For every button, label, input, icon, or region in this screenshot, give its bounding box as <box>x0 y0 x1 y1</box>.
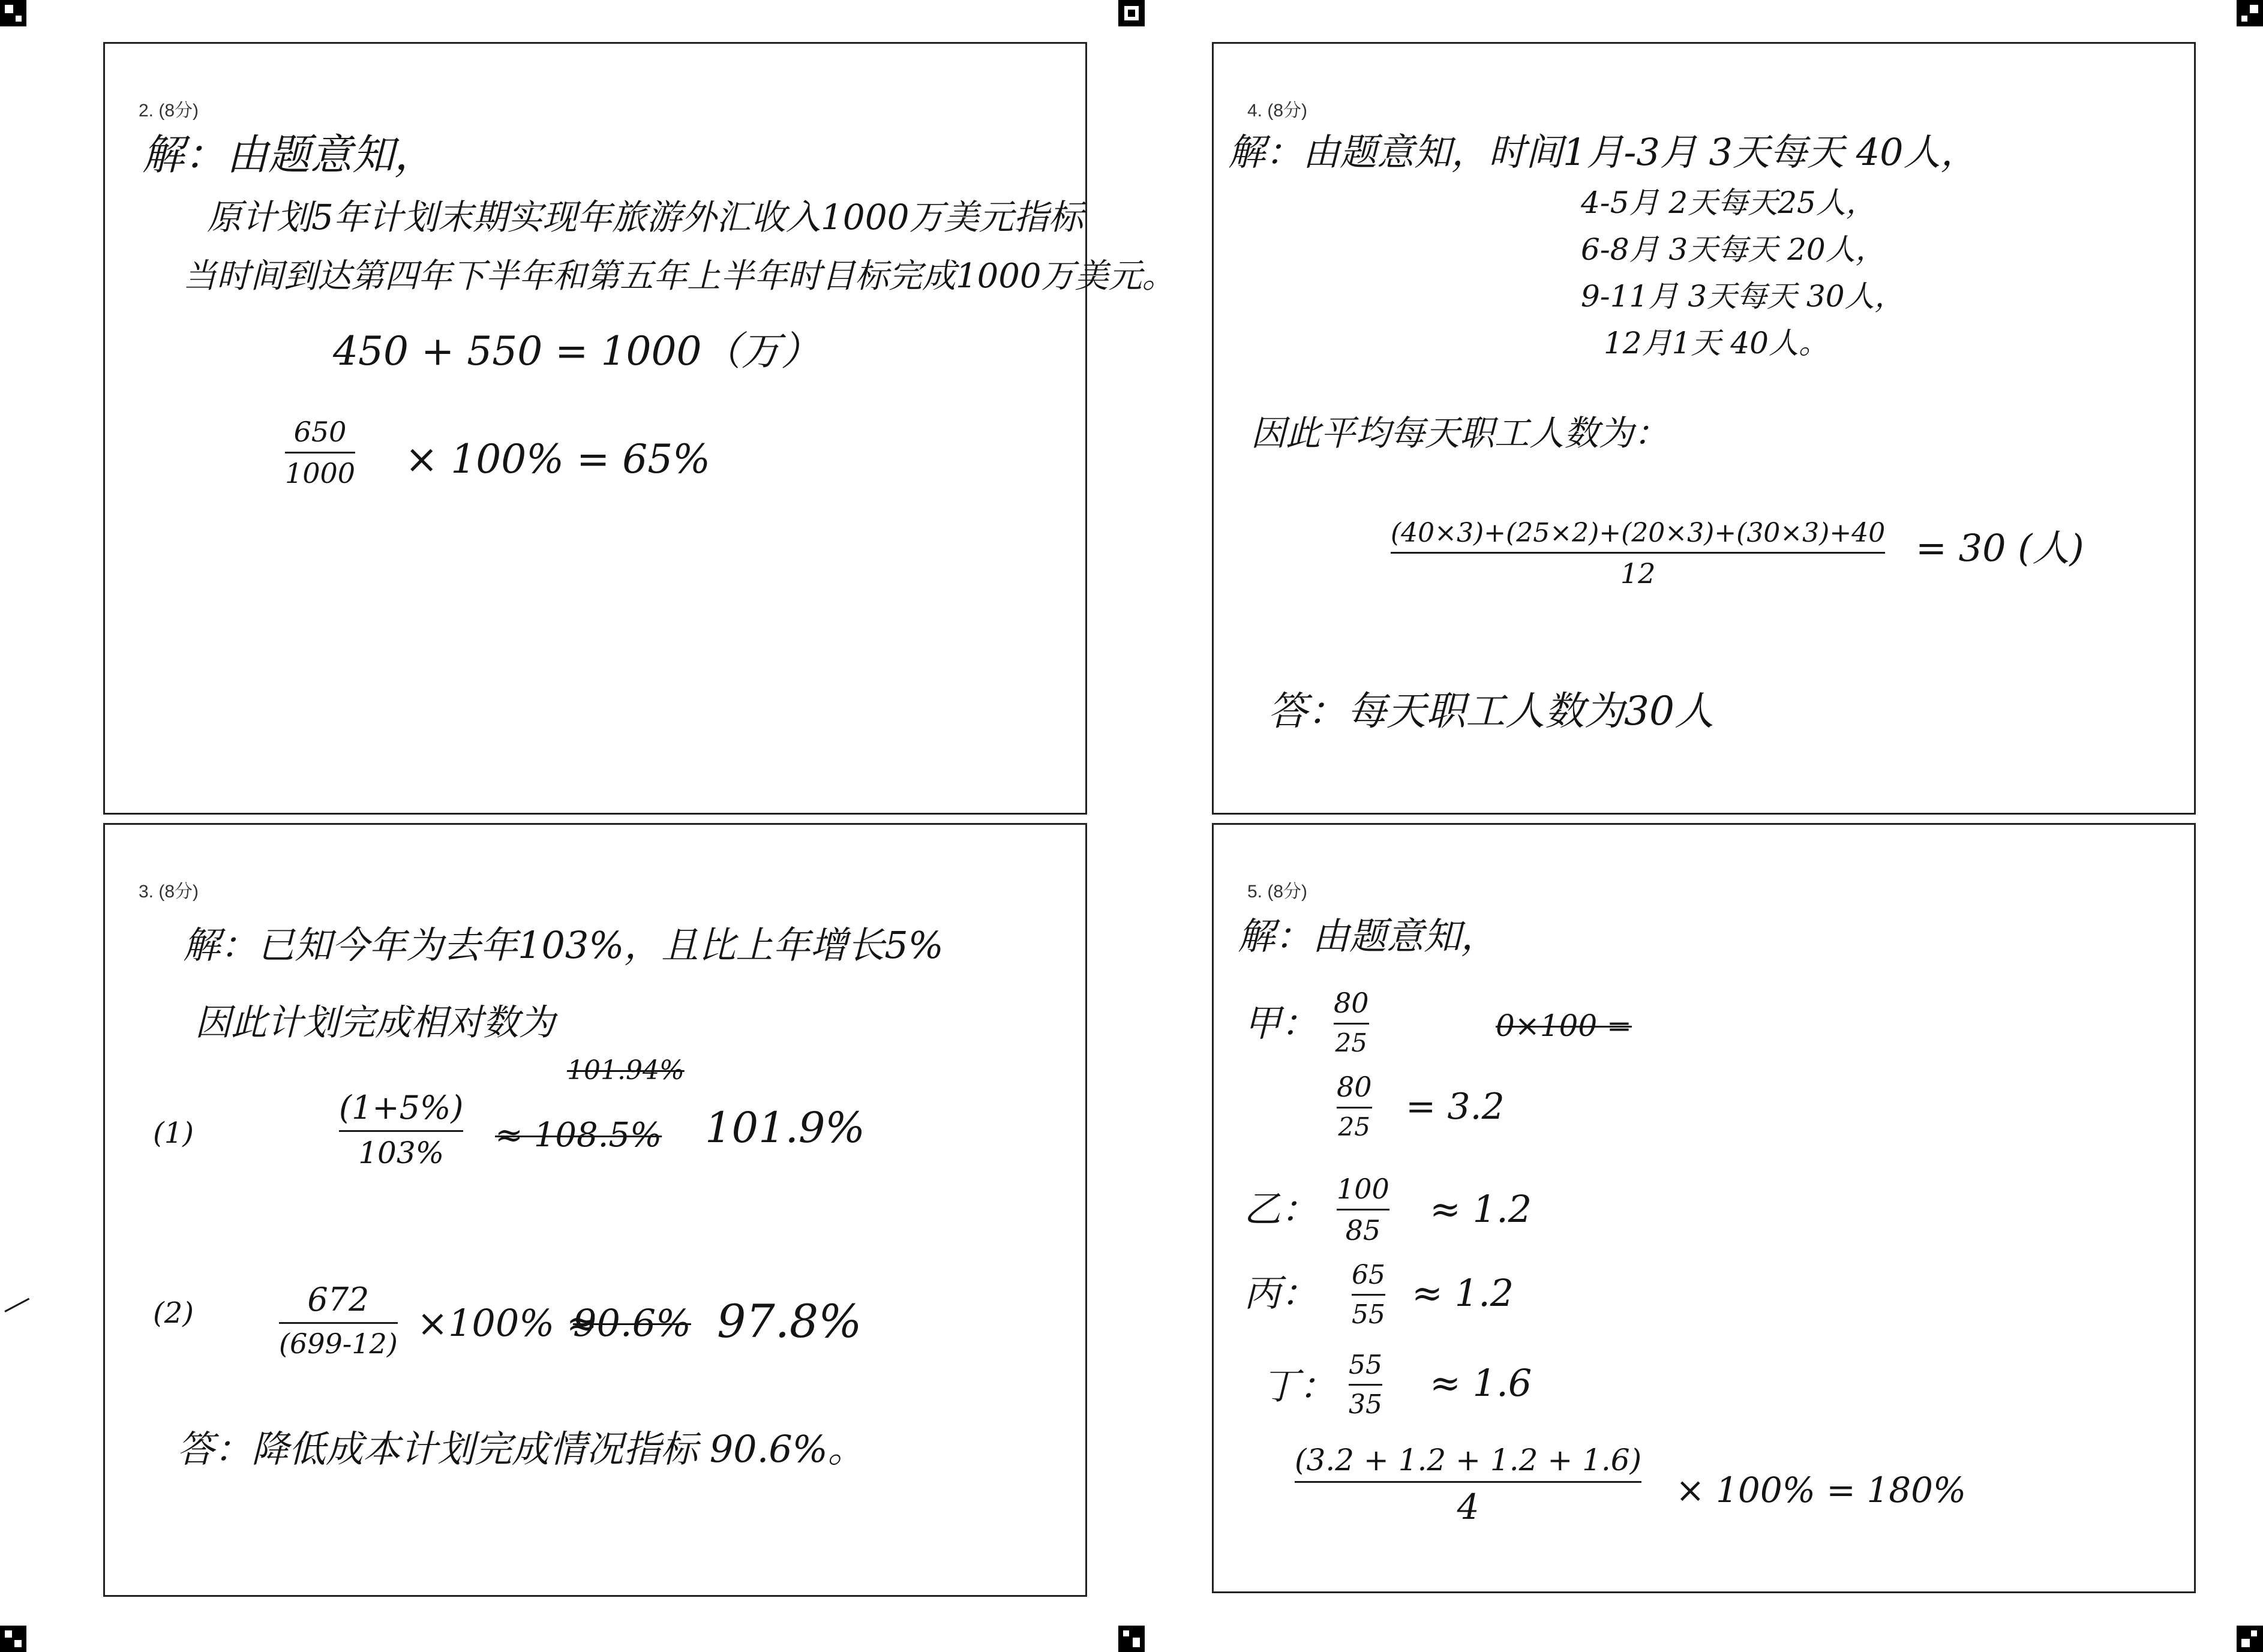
solution-intro: 解：已知今年为去年103%，且比上年增长5% <box>183 923 944 967</box>
fraction-denominator: 55 <box>1352 1299 1385 1330</box>
fraction-denominator: 12 <box>1620 557 1656 590</box>
row-label-ding: 丁： <box>1262 1364 1337 1408</box>
fraction <box>279 1281 398 1360</box>
fraction-bar <box>1337 1209 1389 1211</box>
question-label: 4. (8分) <box>1247 101 1308 121</box>
row-result: ≈ 1.2 <box>1430 1187 1532 1231</box>
stray-pen-mark <box>4 1298 29 1312</box>
fraction-numerator: (40×3)+(25×2)+(20×3)+(30×3)+40 <box>1391 518 1886 548</box>
fraction-bar <box>339 1130 463 1132</box>
fraction <box>1334 987 1369 1058</box>
registration-marker-bottom-center <box>1118 1626 1145 1652</box>
solution-intro: 解：由题意知， <box>1238 914 1499 958</box>
fraction-bar <box>1352 1294 1385 1296</box>
row-label-bing: 丙： <box>1244 1271 1319 1315</box>
solution-intro: 解：由题意知，时间1月-3月 3天每天 40人， <box>1228 130 1978 174</box>
registration-marker-bottom-left <box>0 1626 26 1652</box>
part-result: 97.8% <box>717 1294 862 1348</box>
final-answer: 答：每天职工人数为30人 <box>1268 688 1714 734</box>
row-result: = 3.2 <box>1406 1086 1505 1128</box>
row-result: ≈ 1.2 <box>1412 1271 1514 1315</box>
fraction-numerator: 80 <box>1334 987 1369 1019</box>
solution-line: 因此计划完成相对数为 <box>195 1002 555 1044</box>
fraction <box>339 1089 463 1170</box>
answer-box-q5 <box>1212 823 2196 1593</box>
question-label: 3. (8分) <box>139 882 199 902</box>
fraction <box>1337 1071 1372 1142</box>
fraction-denominator: 25 <box>1335 1028 1367 1058</box>
fraction-denominator: 4 <box>1457 1486 1479 1527</box>
registration-marker-bottom-right <box>2237 1626 2263 1652</box>
answer-box-q4 <box>1212 42 2196 815</box>
solution-line: 当时间到达第四年下半年和第五年上半年时目标完成1000万美元。 <box>183 257 1176 296</box>
fraction <box>1349 1350 1382 1420</box>
fraction-bar <box>1349 1384 1382 1386</box>
fraction-bar <box>1337 1107 1372 1109</box>
solution-line: 因此平均每天职工人数为： <box>1251 413 1669 453</box>
fraction <box>285 416 355 489</box>
crossed-out-value: ≈ 108.5% <box>495 1116 662 1155</box>
row-result: ≈ 1.6 <box>1430 1361 1532 1405</box>
crossed-out-value: 101.94% <box>567 1055 685 1086</box>
fraction <box>1352 1260 1385 1330</box>
fraction-denominator: 103% <box>358 1136 445 1170</box>
fraction-numerator: 650 <box>293 416 347 448</box>
solution-line: 9-11月 3天每天 30人， <box>1581 279 1905 314</box>
fraction-bar <box>279 1322 398 1324</box>
solution-line: 12月1天 40人。 <box>1604 326 1829 361</box>
fraction-denominator: 85 <box>1345 1214 1381 1246</box>
registration-marker-top-left <box>0 0 26 26</box>
fraction-bar <box>1391 552 1885 554</box>
solution-line: 4-5月 2天每天25人， <box>1581 185 1876 220</box>
crossed-out-value: 90.6% <box>573 1301 691 1345</box>
equation: 450 + 550 = 1000（万） <box>333 328 821 374</box>
solution-line: 6-8月 3天每天 20人， <box>1581 232 1886 267</box>
equation-result: = 30 (人) <box>1916 526 2084 570</box>
solution-intro: 解：由题意知， <box>142 130 436 179</box>
fraction <box>1295 1443 1641 1527</box>
row-label-jia: 甲： <box>1244 1001 1319 1045</box>
equation-result: × 100% = 65% <box>405 436 710 482</box>
fraction-denominator: 25 <box>1338 1112 1370 1142</box>
row-label-yi: 乙： <box>1244 1187 1319 1231</box>
fraction-numerator: 65 <box>1352 1260 1385 1290</box>
fraction-numerator: 80 <box>1337 1071 1372 1103</box>
fraction-denominator: 35 <box>1349 1389 1382 1420</box>
fraction-numerator: (1+5%) <box>339 1089 464 1127</box>
fraction-denominator: 1000 <box>285 457 356 489</box>
solution-line: 原计划5年计划末期实现年旅游外汇收入1000万美元指标 <box>207 197 1084 238</box>
fraction-numerator: 672 <box>307 1281 370 1318</box>
fraction <box>1391 518 1885 590</box>
fraction <box>1337 1173 1389 1246</box>
answer-box-q3 <box>103 823 1087 1597</box>
final-answer: 答：降低成本计划完成情况指标 90.6%。 <box>177 1427 865 1471</box>
answer-box-q2 <box>103 42 1176 815</box>
part-result: 101.9% <box>705 1103 865 1152</box>
equation-result: × 100% = 180% <box>1676 1470 1967 1510</box>
equation: ×100% ≈ <box>417 1301 598 1345</box>
registration-marker-top-center <box>1118 0 1145 26</box>
question-label: 2. (8分) <box>139 101 199 121</box>
fraction-numerator: 100 <box>1337 1173 1389 1205</box>
part-label: (1) <box>153 1116 194 1150</box>
question-label: 5. (8分) <box>1247 882 1308 902</box>
fraction-numerator: (3.2 + 1.2 + 1.2 + 1.6) <box>1295 1443 1642 1477</box>
crossed-out-value: 0×100 = <box>1496 1008 1632 1043</box>
registration-marker-top-right <box>2237 0 2263 26</box>
fraction-bar <box>1334 1023 1369 1025</box>
fraction-bar <box>285 452 355 453</box>
fraction-numerator: 55 <box>1349 1350 1382 1380</box>
fraction-bar <box>1295 1481 1641 1483</box>
part-label: (2) <box>153 1296 194 1330</box>
fraction-denominator: (699-12) <box>279 1327 398 1360</box>
